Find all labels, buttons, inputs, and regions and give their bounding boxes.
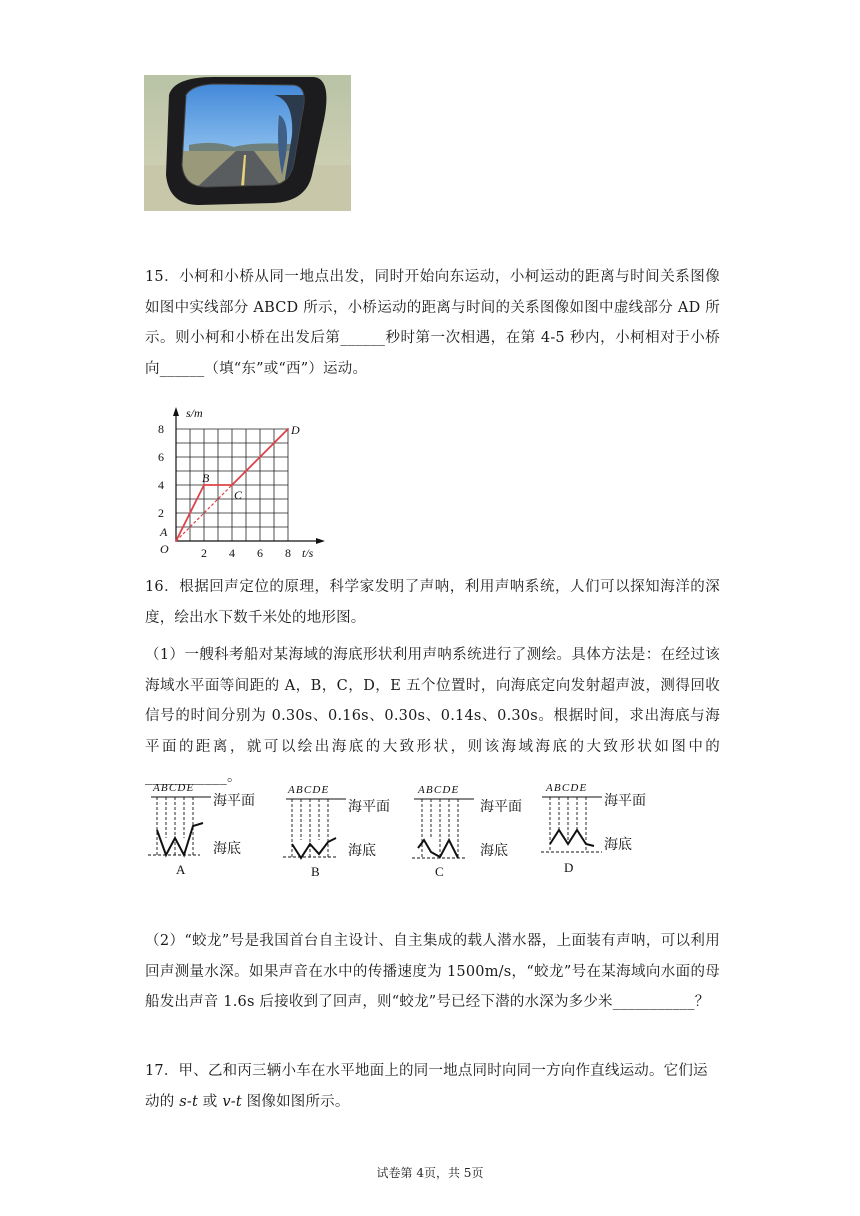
x-tick-label: 2 bbox=[201, 546, 207, 560]
option-b-figure bbox=[278, 782, 403, 882]
data-point bbox=[175, 540, 177, 542]
y-axis-label: s/m bbox=[186, 406, 203, 420]
st-symbol: s-t bbox=[179, 1093, 198, 1110]
point-label-d: D bbox=[291, 423, 300, 437]
point-label-c: C bbox=[234, 488, 243, 502]
point-label-b: B bbox=[202, 471, 210, 485]
question-16-part2: （2）“蛟龙”号是我国首台自主设计、自主集成的载人潜水器，上面装有声呐，可以利用回声测量水深。如果声音在水中的传播速度为 1500m/s，“蛟龙”号在某海域向水面的母船发出声音 1.6s 后接收到了回声，则“蛟龙”号已经下潜的水深为多少米___________？ bbox=[145, 933, 720, 1010]
vt-symbol: v-t bbox=[222, 1093, 242, 1110]
question-17-line1: 17．甲、乙和丙三辆小车在水平地面上的同一地点同时向同一方向作直线运动。它们运 bbox=[145, 1063, 708, 1079]
question-17-text bbox=[145, 1056, 720, 1117]
question-17-line2-pre: 动的 bbox=[145, 1093, 180, 1110]
point-label-a: A bbox=[160, 525, 168, 539]
x-tick-label: 8 bbox=[285, 546, 291, 560]
seabed-options-figure bbox=[145, 780, 665, 880]
x-axis-arrow bbox=[316, 538, 325, 544]
option-label: C bbox=[435, 864, 444, 879]
data-point bbox=[287, 428, 289, 430]
option-label: A bbox=[176, 862, 186, 877]
position-letters: ABCDE bbox=[418, 784, 460, 796]
seabed-label: 海底 bbox=[480, 843, 508, 859]
question-16-intro: 16．根据回声定位的原理，科学家发明了声呐，利用声呐系统，人们可以探知海洋的深度，绘出水下数千米处的地形图。 bbox=[145, 579, 720, 626]
y-tick-label: 8 bbox=[158, 422, 164, 436]
y-tick-label: 2 bbox=[158, 506, 164, 520]
x-tick-label: 6 bbox=[257, 546, 263, 560]
origin-label: O bbox=[160, 542, 169, 556]
sea-level-label: 海平面 bbox=[348, 799, 390, 815]
option-d-figure bbox=[538, 780, 663, 880]
option-a-figure bbox=[145, 780, 270, 880]
page-footer: 试卷第 4页，共 5页 bbox=[376, 1166, 484, 1180]
question-17-mid: 或 bbox=[198, 1093, 223, 1110]
x-tick-label: 4 bbox=[229, 546, 235, 560]
seabed-label: 海底 bbox=[348, 843, 376, 859]
sea-level-label: 海平面 bbox=[213, 793, 255, 809]
seabed-label: 海底 bbox=[604, 837, 632, 853]
y-axis-arrow bbox=[173, 407, 179, 416]
question-15-text: 15．小柯和小桥从同一地点出发，同时开始向东运动，小柯运动的距离与时间关系图像如图中实线部分 ABCD 所示，小桥运动的距离与时间的关系图像如图中虚线部分 AD 所示。则小柯和小桥在出发后第______秒时第一次相遇，在第 4-5 秒内，小柯相对于小桥向______（填“东”或“西”）运动。 bbox=[145, 269, 720, 377]
position-letters: ABCDE bbox=[288, 784, 330, 796]
side-mirror-photo bbox=[144, 75, 351, 211]
y-tick-label: 4 bbox=[158, 478, 164, 492]
seabed-label: 海底 bbox=[213, 841, 241, 857]
position-letters: ABCDE bbox=[546, 782, 588, 794]
sea-level-label: 海平面 bbox=[480, 799, 522, 815]
position-letters: ABCDE bbox=[153, 782, 195, 794]
question-17-line2-post: 图像如图所示。 bbox=[241, 1093, 350, 1110]
sea-level-label: 海平面 bbox=[604, 793, 646, 809]
y-tick-label: 6 bbox=[158, 450, 164, 464]
question-16-part1: （1）一艘科考船对某海域的海底形状利用声呐系统进行了测绘。具体方法是：在经过该海域水平面等间距的 A，B，C，D，E 五个位置时，向海底定向发射超声波，测得回收信号的时间分别为 0.30s、0.16s、0.30s、0.14s、0.30s。根据时间，求出海底与海平面的距离，就可以绘出海底的大致形状，则该海域海底的大致形状如图中的___________。 bbox=[145, 647, 720, 785]
s-t-graph bbox=[158, 404, 338, 564]
option-label: D bbox=[564, 860, 574, 875]
x-axis-label: t/s bbox=[302, 546, 314, 560]
option-c-figure bbox=[408, 782, 533, 882]
option-label: B bbox=[311, 864, 320, 879]
